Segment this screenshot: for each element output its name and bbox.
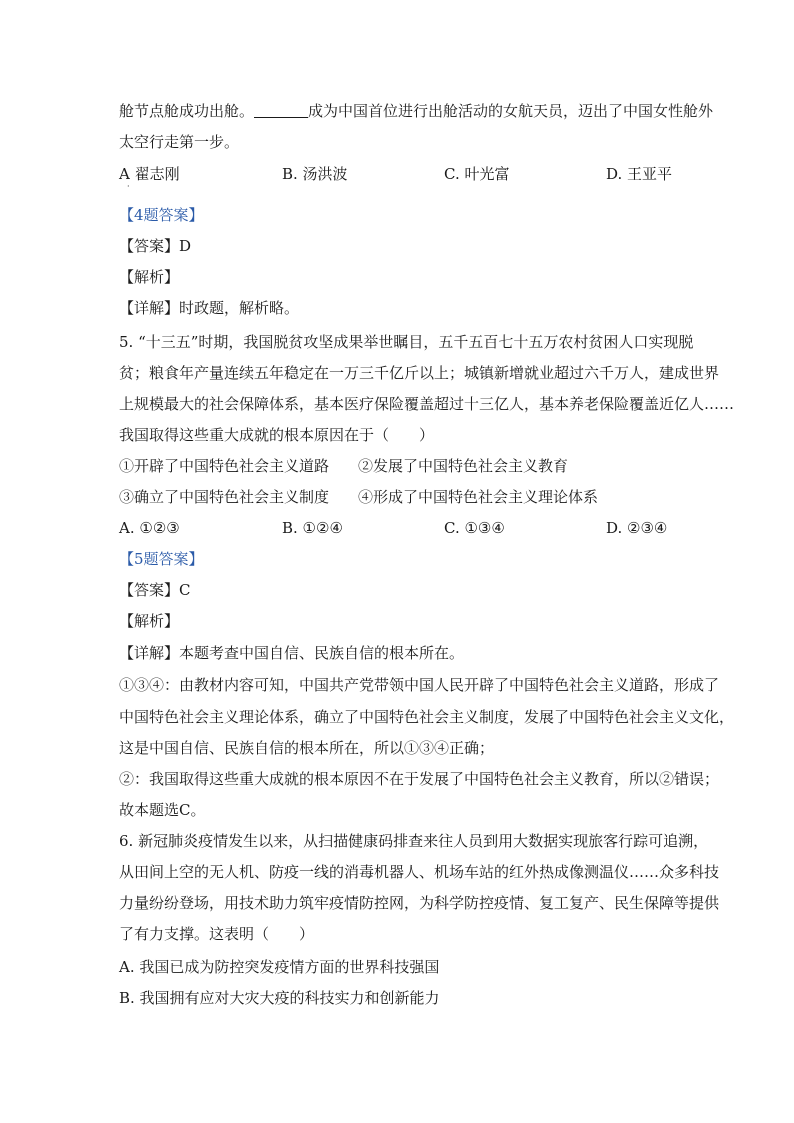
q5-explanation-line: ②：我国取得这些重大成就的根本原因不在于发展了中国特色社会主义教育，所以②错误； bbox=[119, 770, 720, 788]
q5-analysis-header: 【解析】 bbox=[119, 612, 180, 630]
q6-stem-line: 了有力支撑。这表明（ ） bbox=[119, 925, 315, 943]
q4-stem-text-a: 舱节点舱成功出舱。 bbox=[119, 102, 255, 120]
q6-stem-line: 从田间上空的无人机、防疫一线的消毒机器人、机场车站的红外热成像测温仪……众多科技 bbox=[119, 863, 720, 881]
answer-blank bbox=[254, 103, 308, 118]
q5-answer: 【答案】C bbox=[119, 581, 191, 599]
q5-option-b: B. ①②④ bbox=[282, 519, 343, 537]
q5-statement-1: ①开辟了中国特色社会主义道路 bbox=[119, 457, 330, 475]
q5-stem-line: 上规模最大的社会保障体系，基本医疗保险覆盖超过十三亿人，基本养老保险覆盖近亿人…… bbox=[119, 395, 735, 413]
q4-answer-header: 【4题答案】 bbox=[119, 206, 204, 224]
q4-stem-line-2: 太空行走第一步。 bbox=[119, 133, 240, 151]
q4-analysis-header: 【解析】 bbox=[119, 268, 180, 286]
q5-explanation-line: ①③④：由教材内容可知，中国共产党带领中国人民开辟了中国特色社会主义道路，形成了 bbox=[119, 676, 720, 694]
q5-detail: 【详解】本题考查中国自信、民族自信的根本所在。 bbox=[119, 644, 465, 662]
q4-answer: 【答案】D bbox=[119, 237, 192, 255]
q6-option-b: B. 我国拥有应对大灾大疫的科技实力和创新能力 bbox=[119, 989, 440, 1007]
q4-option-a: A 翟志刚 bbox=[119, 165, 180, 183]
q6-stem-line: 6. 新冠肺炎疫情发生以来，从扫描健康码排查来往人员到用大数据实现旅客行踪可追溯， bbox=[119, 832, 709, 850]
q4-option-d: D. 王亚平 bbox=[606, 165, 673, 183]
q5-statement-2: ②发展了中国特色社会主义教育 bbox=[358, 457, 569, 475]
q5-option-d: D. ②③④ bbox=[606, 519, 668, 537]
q5-answer-header: 【5题答案】 bbox=[119, 550, 204, 568]
q5-explanation-line: 中国特色社会主义理论体系，确立了中国特色社会主义制度，发展了中国特色社会主义文化， bbox=[119, 708, 735, 726]
q5-option-c: C. ①③④ bbox=[444, 519, 505, 537]
q5-option-a: A. ①②③ bbox=[119, 519, 180, 537]
q5-stem-line: 我国取得这些重大成就的根本原因在于（ ） bbox=[119, 426, 435, 444]
q6-option-a: A. 我国已成为防控突发疫情方面的世界科技强国 bbox=[119, 958, 440, 976]
q5-stem-line: 贫；粮食年产量连续五年稳定在一万三千亿斤以上；城镇新增就业超过六千万人，建成世界 bbox=[119, 364, 720, 382]
q4-stem-text-b: 成为中国首位进行出舱活动的女航天员，迈出了中国女性舱外 bbox=[308, 102, 714, 120]
q5-statement-4: ④形成了中国特色社会主义理论体系 bbox=[358, 488, 599, 506]
q5-explanation-line: 这是中国自信、民族自信的根本所在，所以①③④正确； bbox=[119, 739, 495, 757]
q5-statement-3: ③确立了中国特色社会主义制度 bbox=[119, 488, 330, 506]
q4-detail: 【详解】时政题，解析略。 bbox=[119, 299, 300, 317]
q6-stem-line: 力量纷纷登场，用技术助力筑牢疫情防控网，为科学防控疫情、复工复产、民生保障等提供 bbox=[119, 894, 720, 912]
q4-stem-line-1 bbox=[119, 100, 714, 122]
q4-option-c: C. 叶光富 bbox=[444, 165, 510, 183]
stray-dot: · bbox=[127, 182, 130, 191]
q4-option-b: B. 汤洪波 bbox=[282, 165, 348, 183]
q5-explanation-line: 故本题选C。 bbox=[119, 801, 206, 819]
q5-stem-line: 5. “十三五”时期，我国脱贫攻坚成果举世瞩目，五千五百七十五万农村贫困人口实现脱 bbox=[119, 333, 694, 351]
